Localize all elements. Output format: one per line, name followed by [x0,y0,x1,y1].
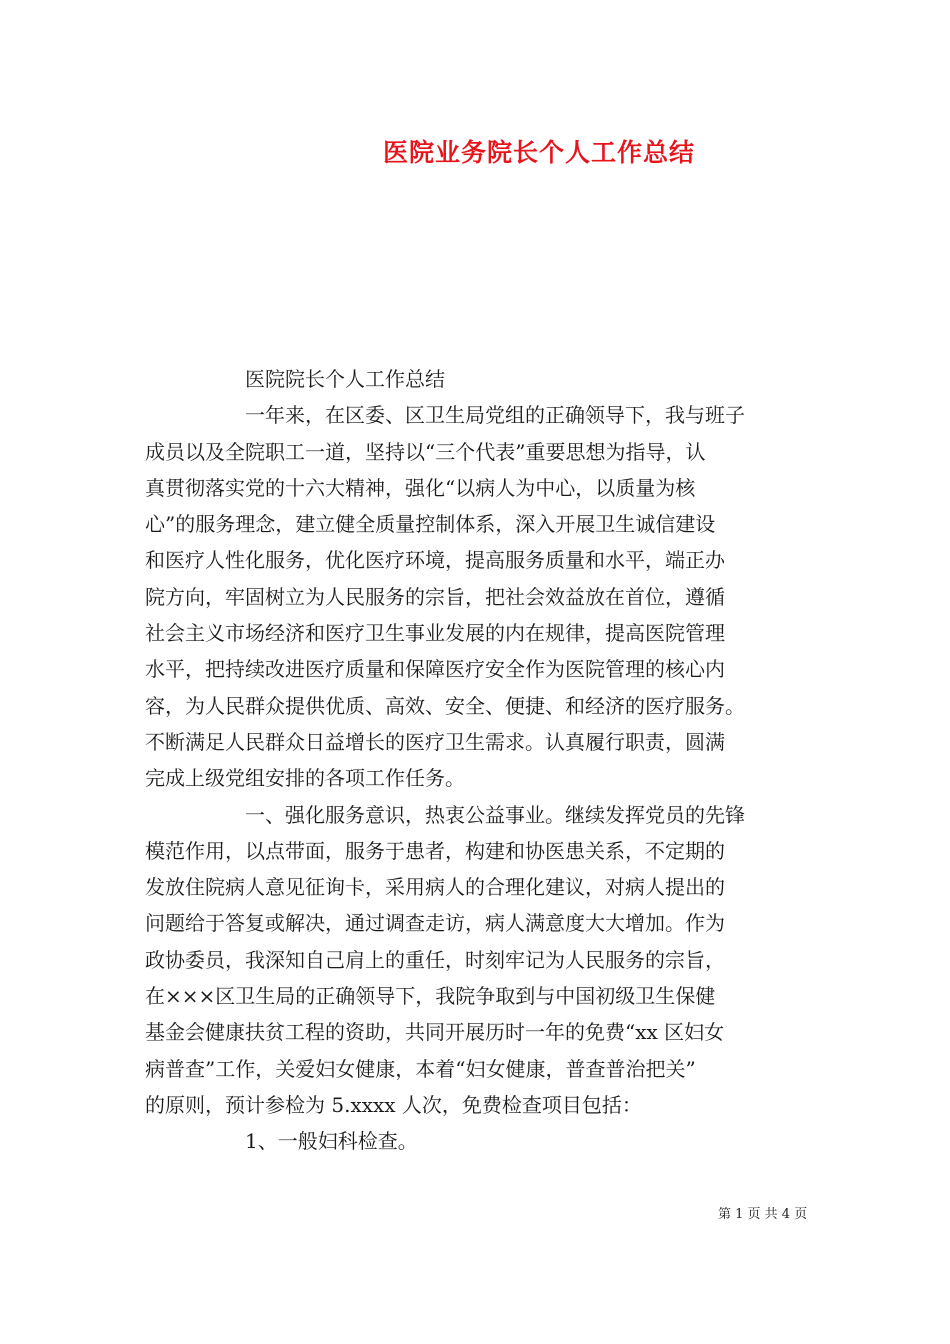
paragraph-line: 一、强化服务意识，热衷公益事业。继续发挥党员的先锋 [245,802,745,827]
paragraph-line: 问题给于答复或解决，通过调查走访，病人满意度大大增加。作为 [145,911,725,936]
paragraph-line: 成员以及全院职工一道，坚持以“三个代表”重要思想为指导，认 [145,439,706,464]
paragraph-line: 心”的服务理念，建立健全质量控制体系，深入开展卫生诚信建设 [145,512,716,537]
paragraph-line: 院方向，牢固树立为人民服务的宗旨，把社会效益放在首位，遵循 [145,584,725,609]
page-number: 第 1 页 共 4 页 [718,1207,808,1222]
document-body [145,361,825,1160]
paragraph-line: 在×××区卫生局的正确领导下，我院争取到与中国初级卫生保健 [145,984,716,1009]
paragraph-line: 病普查”工作，关爱妇女健康，本着“妇女健康，普查普治把关” [145,1056,696,1081]
paragraph-line: 发放住院病人意见征询卡，采用病人的合理化建议，对病人提出的 [145,875,725,900]
paragraph-line: 模范作用，以点带面，服务于患者，构建和协医患关系，不定期的 [145,838,725,863]
paragraph-line: 一年来，在区委、区卫生局党组的正确领导下，我与班子 [245,403,745,428]
paragraph-line: 不断满足人民群众日益增长的医疗卫生需求。认真履行职责，圆满 [145,729,725,754]
paragraph-line: 水平，把持续改进医疗质量和保障医疗安全作为医院管理的核心内 [145,657,725,682]
paragraph-line: 政协委员，我深知自己肩上的重任，时刻牢记为人民服务的宗旨， [145,947,725,972]
paragraph-line: 基金会健康扶贫工程的资助，共同开展历时一年的免费“xx 区妇女 [145,1020,725,1045]
list-item: 1、一般妇科检查。 [245,1129,418,1154]
paragraph-line: 真贯彻落实党的十六大精神，强化“以病人为中心，以质量为核 [145,475,696,500]
document-subtitle: 医院院长个人工作总结 [245,367,445,391]
paragraph-line: 和医疗人性化服务，优化医疗环境，提高服务质量和水平，端正办 [145,548,725,573]
paragraph-line: 的原则，预计参检为 5.xxxx 人次，免费检查项目包括： [145,1092,642,1117]
paragraph-line: 完成上级党组安排的各项工作任务。 [145,766,465,791]
paragraph-line: 社会主义市场经济和医疗卫生事业发展的内在规律，提高医院管理 [145,621,725,646]
page-title: 医院业务院长个人工作总结 [382,138,695,167]
paragraph-line: 容，为人民群众提供优质、高效、安全、便捷、和经济的医疗服务。 [145,693,745,718]
